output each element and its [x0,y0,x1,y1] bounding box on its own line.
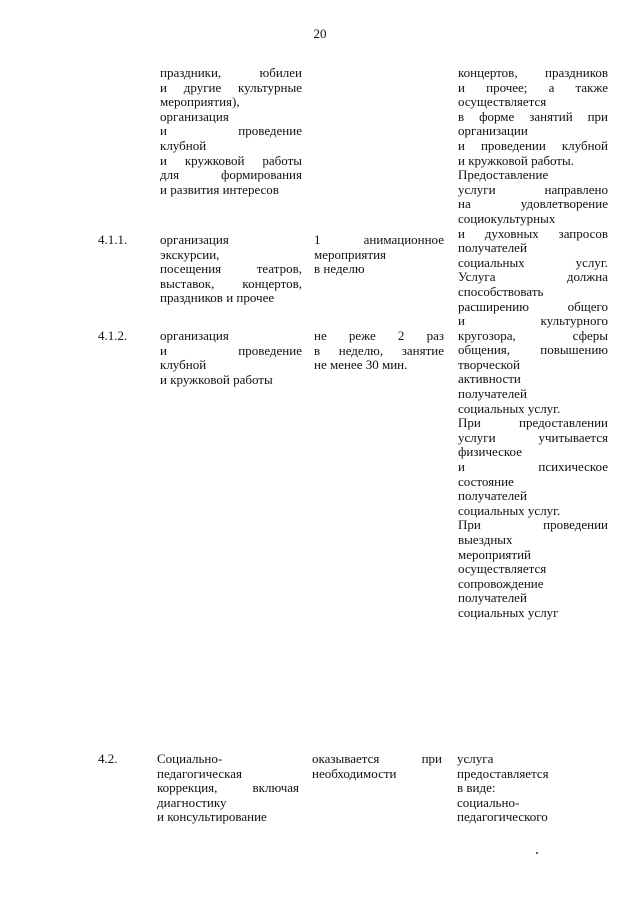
text-line: праздников и прочее [160,290,275,306]
text-line: организация [160,108,229,124]
text-line: получателей [458,386,527,402]
service-norm-4-2 [312,752,442,781]
text-line: организации [458,123,528,139]
text-line: способствовать [458,283,544,299]
text-line: и проведение [160,123,302,139]
text-line: и психическое [458,459,608,475]
text-line: общения, повышению [458,342,608,358]
text-line: и культурного [458,313,608,329]
text-line: педагогическая [157,765,243,781]
text-line: активности [458,371,521,387]
text-line: социальных услуг [458,604,559,620]
text-line: педагогического [457,809,548,825]
text-line: Социально- [157,751,223,766]
text-line: в форме занятий при [458,108,608,124]
service-name-4-2 [157,752,299,825]
text-line: праздники, юбилеи [160,65,302,80]
text-line: в виде: [457,780,496,796]
text-line: и проведении клубной [458,137,608,153]
text-line: и духовных запросов [458,225,608,241]
text-line: осуществляется [458,94,547,110]
text-line: и консультирование [157,809,267,825]
text-line: состояние [458,473,514,489]
text-line: концертов, праздников [458,65,608,80]
text-line: выставок, концертов, [160,275,302,291]
text-line: кругозора, сферы [458,327,608,343]
text-line: предоставляется [457,765,549,781]
service-norm-4-1-2 [314,329,444,373]
text-line: физическое [458,444,522,460]
text-line: получателей [458,590,527,606]
text-line: организация [160,328,229,343]
text-line: расширению общего [458,298,608,314]
service-description [458,66,608,621]
service-name-continuation [160,66,302,197]
text-line: не реже 2 раз [314,328,444,343]
text-line: коррекция, включая [157,780,299,796]
text-line: и проведение [160,342,302,358]
text-line: социальных услуг. [458,502,561,518]
text-line: не менее 30 мин. [314,357,408,373]
text-line: Услуга должна [458,269,608,285]
text-line: мероприятия), [160,94,240,110]
text-line: осуществляется [458,561,547,577]
service-name-4-1-2 [160,329,302,387]
stray-dot [536,852,538,854]
text-line: в неделю, занятие [314,342,444,358]
text-line: и кружковой работы. [458,152,574,168]
service-description-4-2 [457,752,607,825]
row-number-4-1-1: 4.1.1. [98,232,128,247]
text-line: клубной [160,357,207,373]
text-line: и другие культурные [160,79,302,95]
row-number-4-1-2: 4.1.2. [98,328,128,343]
text-line: социально- [457,794,520,810]
text-line: и кружковой работы [160,152,302,168]
text-line: Предоставление [458,167,549,183]
text-line: необходимости [312,765,397,781]
text-line: организация [160,232,229,247]
text-line: мероприятий [458,546,531,562]
service-name-4-1-1 [160,233,302,306]
text-line: и кружковой работы [160,371,273,387]
text-line: сопровождение [458,575,544,591]
text-line: экскурсии, [160,246,220,262]
text-line: При предоставлении [458,415,608,431]
text-line: услуги направлено [458,181,608,197]
text-line: услуга [457,751,494,766]
text-line: социальных услуг. [458,254,608,270]
text-line: и прочее; а также [458,79,608,95]
row-number-4-2: 4.2. [98,751,118,766]
text-line: социокультурных [458,210,556,226]
text-line: оказывается при [312,751,442,766]
text-line: на удовлетворение [458,196,608,212]
text-line: получателей [458,488,527,504]
text-line: посещения театров, [160,261,302,277]
text-line: получателей [458,240,527,256]
text-line: мероприятия [314,246,387,262]
text-line: При проведении [458,517,608,533]
text-line: услуги учитывается [458,429,608,445]
text-line: выездных [458,532,513,547]
text-line: творческой [458,356,520,372]
page-number: 20 [313,26,327,41]
text-line: клубной [160,137,207,153]
text-line: диагностику [157,794,227,810]
text-line: и развития интересов [160,181,279,197]
text-line: 1 анимационное [314,232,444,247]
service-norm-4-1-1 [314,233,444,277]
text-line: для формирования [160,167,302,183]
text-line: в неделю [314,261,365,277]
text-line: социальных услуг. [458,400,561,416]
